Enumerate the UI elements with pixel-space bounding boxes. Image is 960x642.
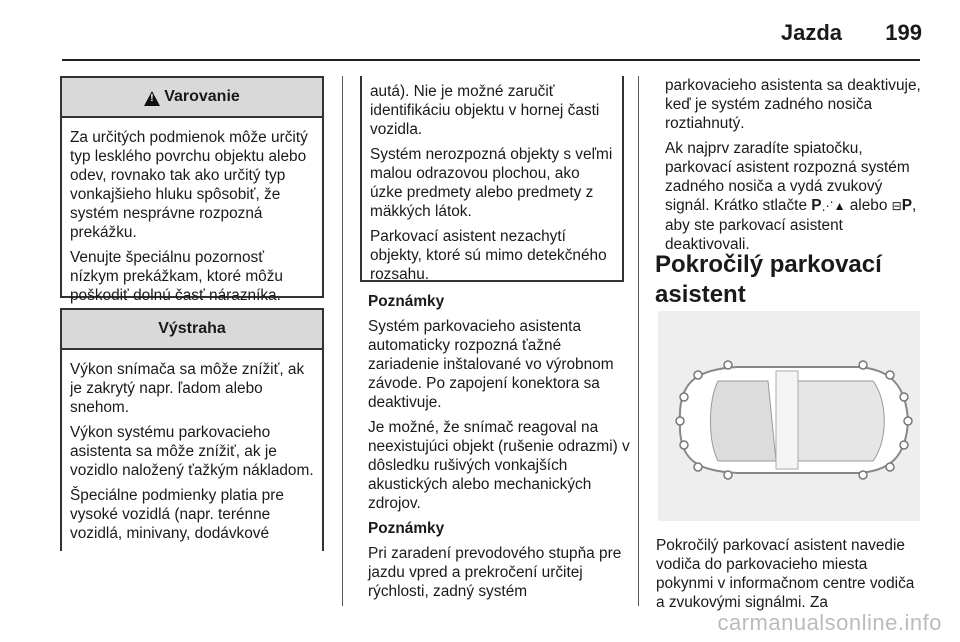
note-title: Poznámky [368, 520, 445, 537]
park-assist-alt-icon: ⊟ [891, 199, 902, 213]
body-paragraph: parkovacieho asistenta sa deaktivuje, keď je systém zadného nosiča roztiahnutý. [665, 77, 921, 132]
right-column [665, 76, 921, 260]
car-sensor-figure [658, 311, 920, 521]
note-paragraph: Systém parkovacieho asistenta automaticky rozpozná ťažné zariadenie inštalované vo výrobnom závode. Po zapojení konektora sa deaktivuje. [368, 318, 614, 411]
warning-box [60, 76, 324, 304]
page-number: 199 [885, 20, 922, 45]
caution-header [62, 310, 322, 350]
warning-header [62, 78, 322, 118]
car-top-view-icon [658, 311, 920, 521]
body-paragraph: Ak najprv zaradíte spiatočku, parkovací asistent rozpozná systém zadného nosiča a vydá zvukový signál. Krátko stlačte P⋰▲ alebo ⊟P, aby ste parkovací asistent deaktivovali. [665, 140, 917, 253]
caution-paragraph: Systém nerozpozná objekty s veľmi malou odrazovou plochou, ako úzke predmety alebo predmety z mäkkých látok. [370, 146, 613, 220]
warning-body [62, 118, 322, 305]
section-heading: Pokročilý parkovací asistent [655, 251, 882, 308]
note-paragraph: Pri zaradení prevodového stupňa pre jazdu vpred a prekročení určitej rýchlosti, zadný systém [368, 545, 622, 600]
caution-paragraph: Parkovací asistent nezachytí objekty, ktoré sú mimo detekčného rozsahu. [370, 228, 607, 283]
park-assist-icon: ⋰▲ [821, 199, 846, 213]
caution-paragraph: Špeciálne podmienky platia pre vysoké vozidlá (napr. terénne vozidlá, minivany, dodávkové [70, 487, 284, 542]
warning-title: Varovanie [164, 88, 240, 105]
column-divider [342, 76, 343, 606]
caution-body [62, 350, 322, 543]
caution-continued-body [362, 76, 622, 284]
watermark: carmanualsonline.info [717, 610, 942, 635]
warning-triangle-icon [144, 91, 160, 106]
note-title: Poznámky [368, 293, 445, 310]
header-rule [62, 59, 920, 61]
park-assist-symbol: P [811, 197, 822, 214]
caution-title: Výstraha [158, 320, 226, 337]
note-paragraph: Je možné, že snímač reagoval na neexistujúci objekt (rušenie odrazmi) v dôsledku rušivých vonkajších akustických alebo mechanických zdrojov. [368, 419, 630, 512]
right-column-bottom [656, 536, 920, 618]
page-header [0, 0, 960, 60]
warning-paragraph: Venujte špeciálnu pozornosť nízkym prekážkam, ktoré môžu poškodiť dolnú časť nárazníka. [70, 249, 283, 304]
caution-paragraph: Výkon systému parkovacieho asistenta sa môže znížiť, ak je vozidlo naložený ťažkým nákladom. [70, 424, 314, 479]
caution-continued-box [360, 76, 624, 282]
caution-paragraph: Výkon snímača sa môže znížiť, ak je zakrytý napr. ľadom alebo snehom. [70, 361, 305, 416]
caution-box [60, 308, 324, 551]
body-paragraph: Pokročilý parkovací asistent navedie vodiča do parkovacieho miesta pokynmi v informačnom centre vodiča a zvukovými signálmi. Za [656, 537, 915, 611]
warning-paragraph: Za určitých podmienok môže určitý typ lesklého povrchu objektu alebo odev, rovnako tak ako určitý typ vonkajšieho hluku spôsobiť, že systém nesprávne rozpozná prekážku. [70, 129, 308, 241]
column-divider [638, 76, 639, 606]
notes-column [368, 292, 630, 607]
park-assist-alt-symbol: P [901, 197, 912, 214]
section-title: Jazda [780, 20, 842, 45]
caution-paragraph: autá). Nie je možné zaručiť identifikáciu objektu v hornej časti vozidla. [370, 83, 600, 138]
